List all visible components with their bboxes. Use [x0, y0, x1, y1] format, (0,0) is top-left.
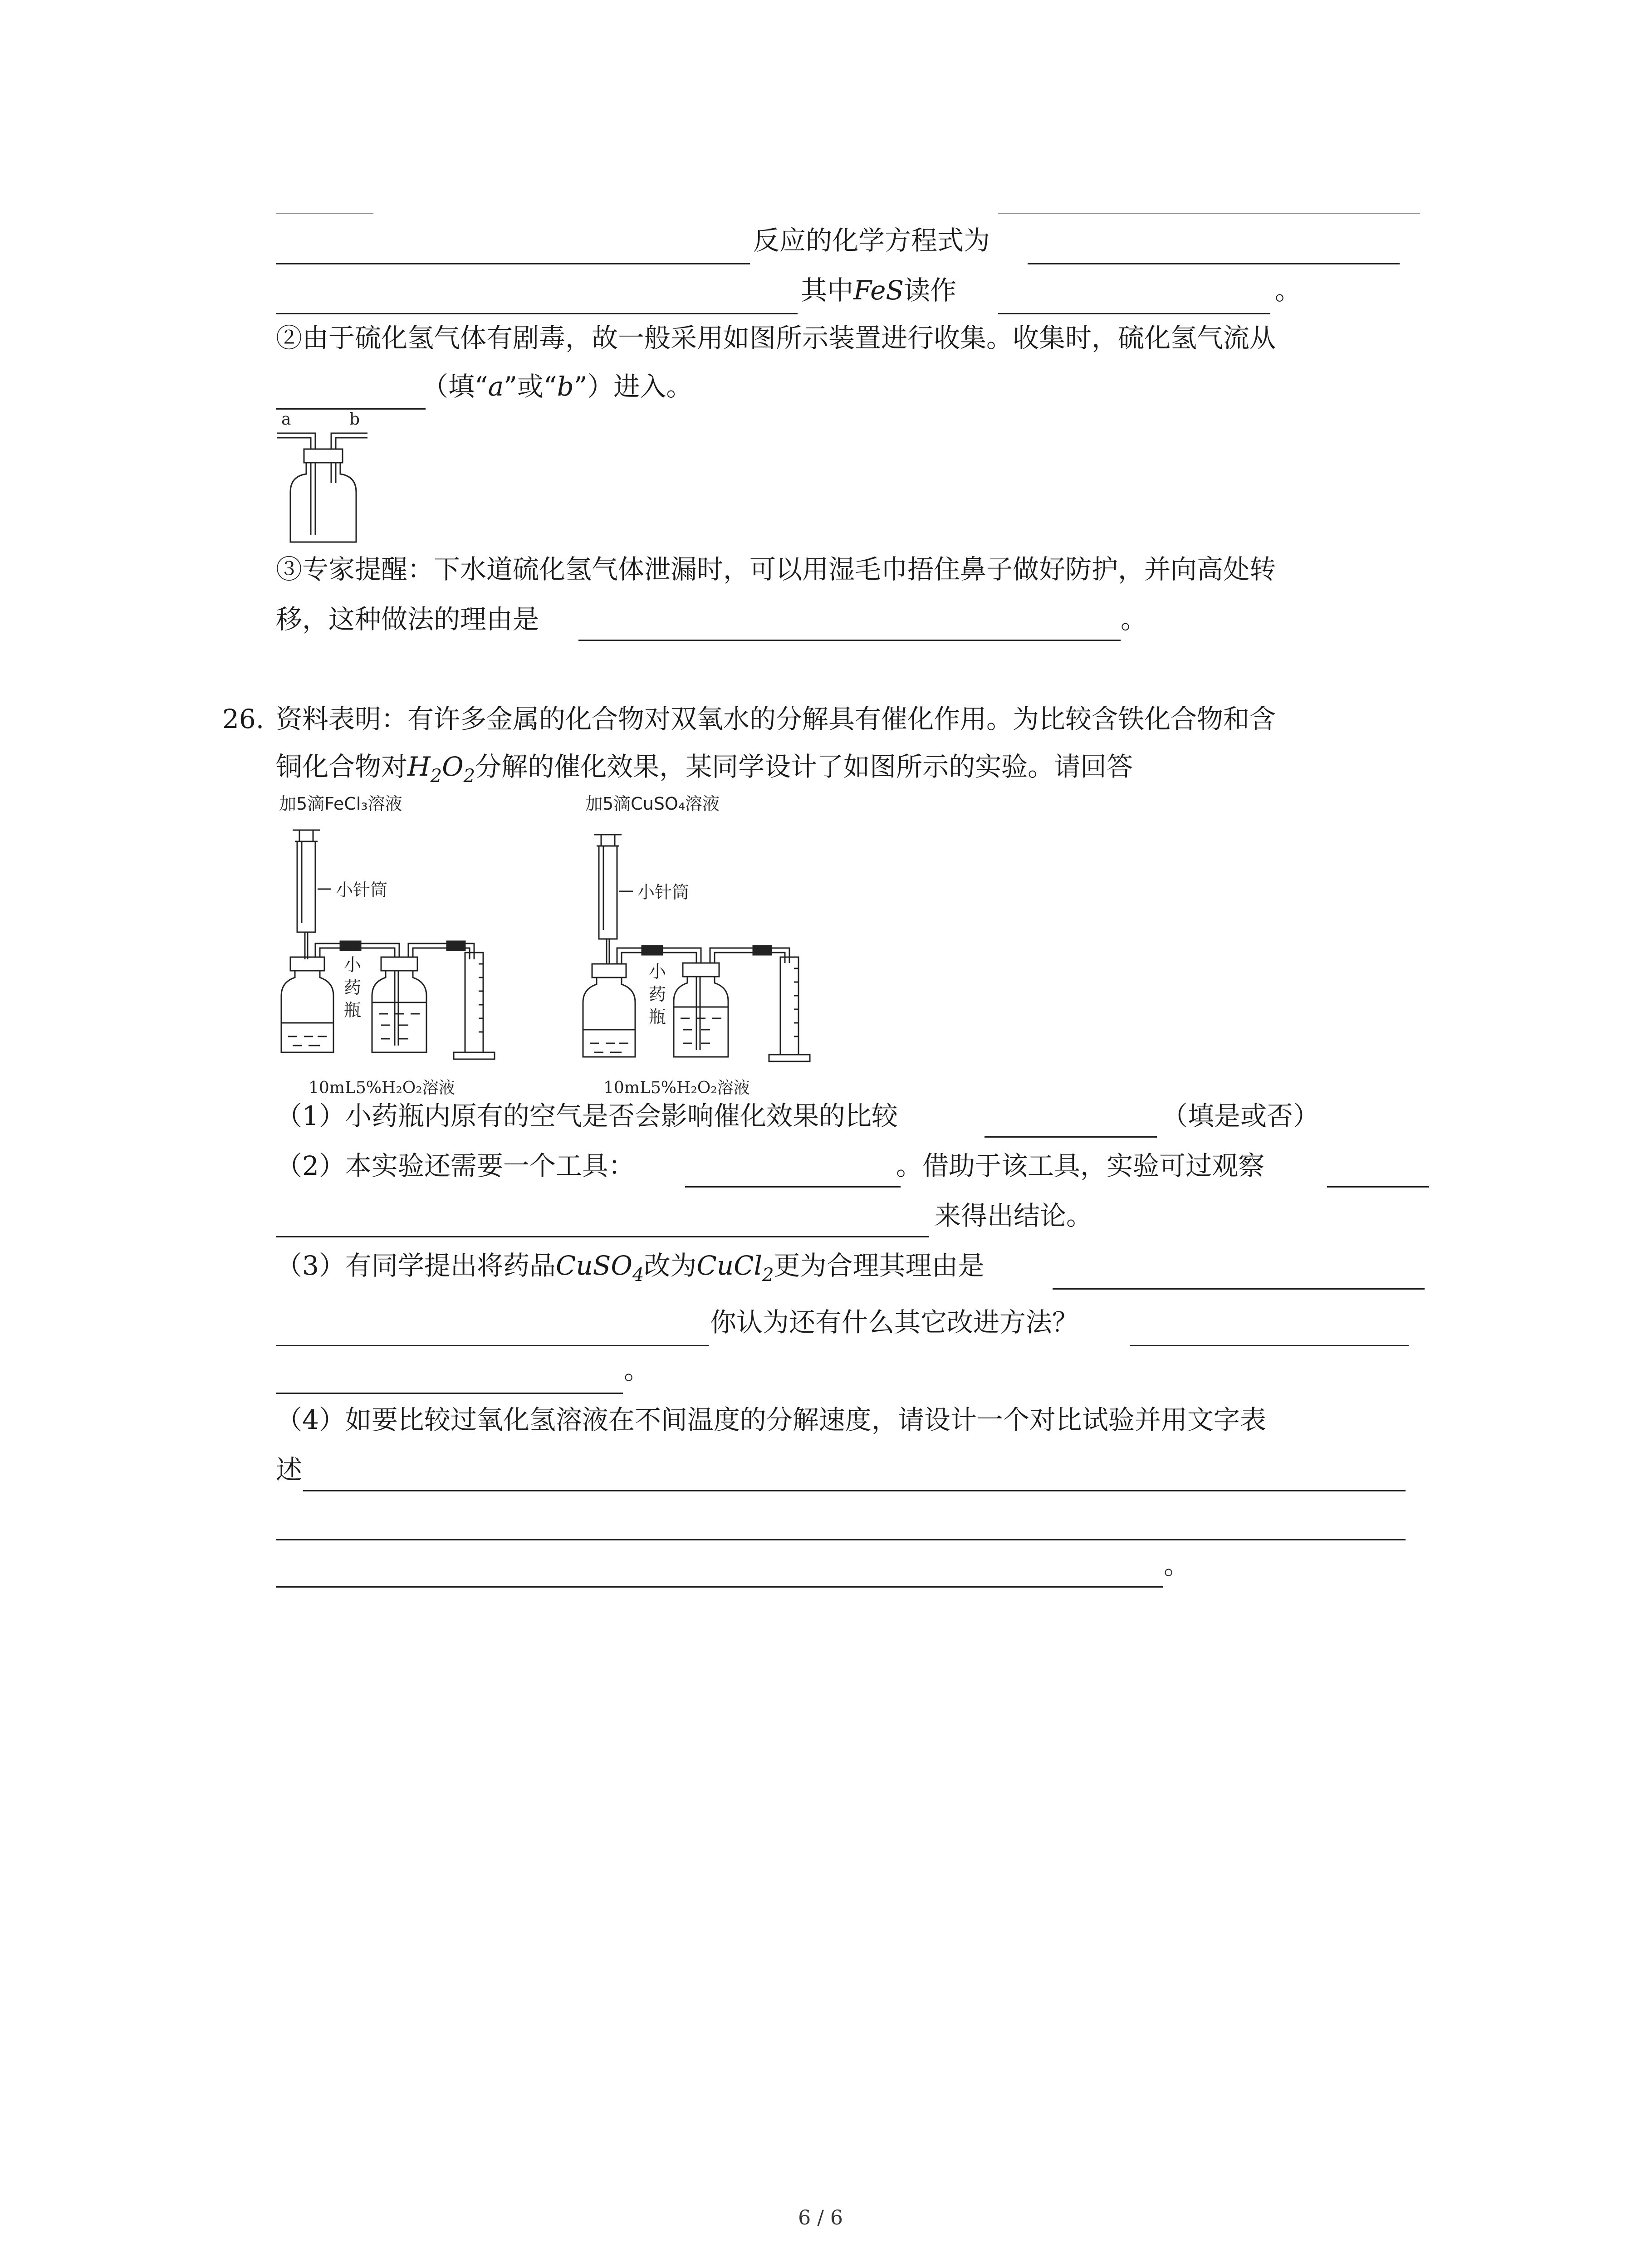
period: 。 — [1164, 1549, 1190, 1580]
period: 。 — [624, 1354, 651, 1385]
paragraph-line: 资料表明：有许多金属的化合物对双氧水的分解具有催化作用。为比较含铁化合物和含 — [276, 704, 1276, 734]
equation-label: 反应的化学方程式为 — [753, 225, 990, 256]
label-b: b — [349, 410, 360, 429]
bottle-label-left-3: 瓶 — [344, 1000, 362, 1020]
text: 铜化合物对 — [276, 751, 408, 782]
answer-blank[interactable] — [276, 1539, 1406, 1540]
bottle-label-left-2: 药 — [344, 978, 362, 997]
paragraph-line: ③专家提醒：下水道硫化氢气体泄漏时，可以用湿毛巾捂住鼻子做好防护，并向高处转 — [276, 554, 1276, 585]
sub-question-4: （4）如要比较过氧化氢溶液在不间温度的分解速度，请设计一个对比试验并用文字表 — [276, 1404, 1266, 1435]
sub-question-3 — [276, 1247, 985, 1293]
answer-blank[interactable] — [985, 1136, 1157, 1138]
paragraph-line: 移，这种做法的理由是 — [276, 604, 539, 635]
left-top-label: 加5滴FeCl₃溶液 — [279, 794, 402, 814]
formula-cucl2: CuCl — [696, 1250, 763, 1281]
text: ”）进入。 — [573, 371, 693, 402]
text: 其中 — [801, 275, 854, 306]
answer-blank[interactable] — [685, 1186, 901, 1188]
top-rule-left — [276, 213, 373, 214]
text: ”或“ — [504, 371, 557, 402]
gas-collection-bottle-figure — [272, 408, 372, 549]
answer-blank[interactable] — [1130, 1345, 1409, 1346]
subscript: 2 — [463, 766, 475, 787]
answer-blank[interactable] — [276, 1586, 1163, 1588]
formula-o: O — [442, 751, 464, 782]
catalysis-experiment-figure — [272, 792, 871, 1100]
text: （3）有同学提出将药品 — [276, 1250, 556, 1281]
bottle-label-right-3: 瓶 — [649, 1007, 666, 1027]
page-number: 6 / 6 — [798, 2206, 843, 2229]
text: 分解的催化效果，某同学设计了如图所示的实验。请回答 — [475, 751, 1133, 782]
answer-blank[interactable] — [578, 640, 1121, 641]
answer-blank[interactable] — [998, 313, 1270, 314]
period: 。 — [1275, 275, 1302, 306]
subscript: 2 — [430, 766, 442, 787]
label-a: a — [281, 410, 291, 429]
subscript: 4 — [632, 1265, 644, 1286]
top-rule-right — [998, 213, 1420, 214]
answer-blank[interactable] — [276, 1345, 709, 1346]
answer-blank[interactable] — [303, 1490, 1406, 1491]
syringe-label-left: 小针筒 — [336, 880, 388, 900]
hint-text: （填是或否） — [1161, 1100, 1320, 1131]
answer-blank[interactable] — [276, 1236, 929, 1237]
sub-question-2-end: 来得出结论。 — [935, 1200, 1093, 1231]
paragraph-line — [276, 748, 1133, 794]
formula-h: H — [407, 751, 431, 782]
bottle-label-right-2: 药 — [649, 984, 666, 1004]
syringe-label-right: 小针筒 — [637, 882, 690, 902]
option-b: b — [557, 371, 574, 402]
sub-question-4-cont: 述 — [276, 1454, 303, 1485]
answer-blank[interactable] — [1028, 263, 1400, 264]
option-a: a — [488, 371, 504, 402]
text: （填“ — [422, 371, 488, 402]
text: 更为合理其理由是 — [774, 1250, 985, 1281]
formula-fes: FeS — [853, 275, 904, 306]
fes-reading-label — [801, 272, 956, 308]
paragraph-line — [422, 368, 692, 405]
right-bottom-label: 10mL5%H₂O₂溶液 — [603, 1079, 750, 1097]
period: 。 — [1121, 604, 1147, 635]
sub-question-3-cont: 你认为还有什么其它改进方法？ — [710, 1307, 1079, 1338]
left-bottom-label: 10mL5%H₂O₂溶液 — [309, 1079, 455, 1097]
answer-blank[interactable] — [276, 263, 750, 264]
sub-question-2-cont: 。借助于该工具，实验可过观察 — [896, 1150, 1265, 1181]
bottle-label-right-1: 小 — [649, 962, 666, 982]
subscript: 2 — [762, 1265, 774, 1286]
text: 读作 — [904, 275, 957, 306]
paragraph-line: ②由于硫化氢气体有剧毒，故一般采用如图所示装置进行收集。收集时，硫化氢气流从 — [276, 323, 1276, 353]
answer-blank[interactable] — [1053, 1288, 1425, 1290]
sub-question-2: （2）本实验还需要一个工具： — [276, 1150, 635, 1181]
formula-cuso4: CuSO — [555, 1250, 632, 1281]
question-number: 26. — [222, 704, 265, 734]
bottle-label-left-1: 小 — [344, 955, 362, 975]
right-top-label: 加5滴CuSO₄溶液 — [585, 794, 720, 814]
answer-blank[interactable] — [1327, 1186, 1429, 1188]
sub-question-1: （1）小药瓶内原有的空气是否会影响催化效果的比较 — [276, 1100, 898, 1131]
answer-blank[interactable] — [276, 313, 798, 314]
answer-blank[interactable] — [276, 1393, 623, 1394]
text: 改为 — [644, 1250, 697, 1281]
